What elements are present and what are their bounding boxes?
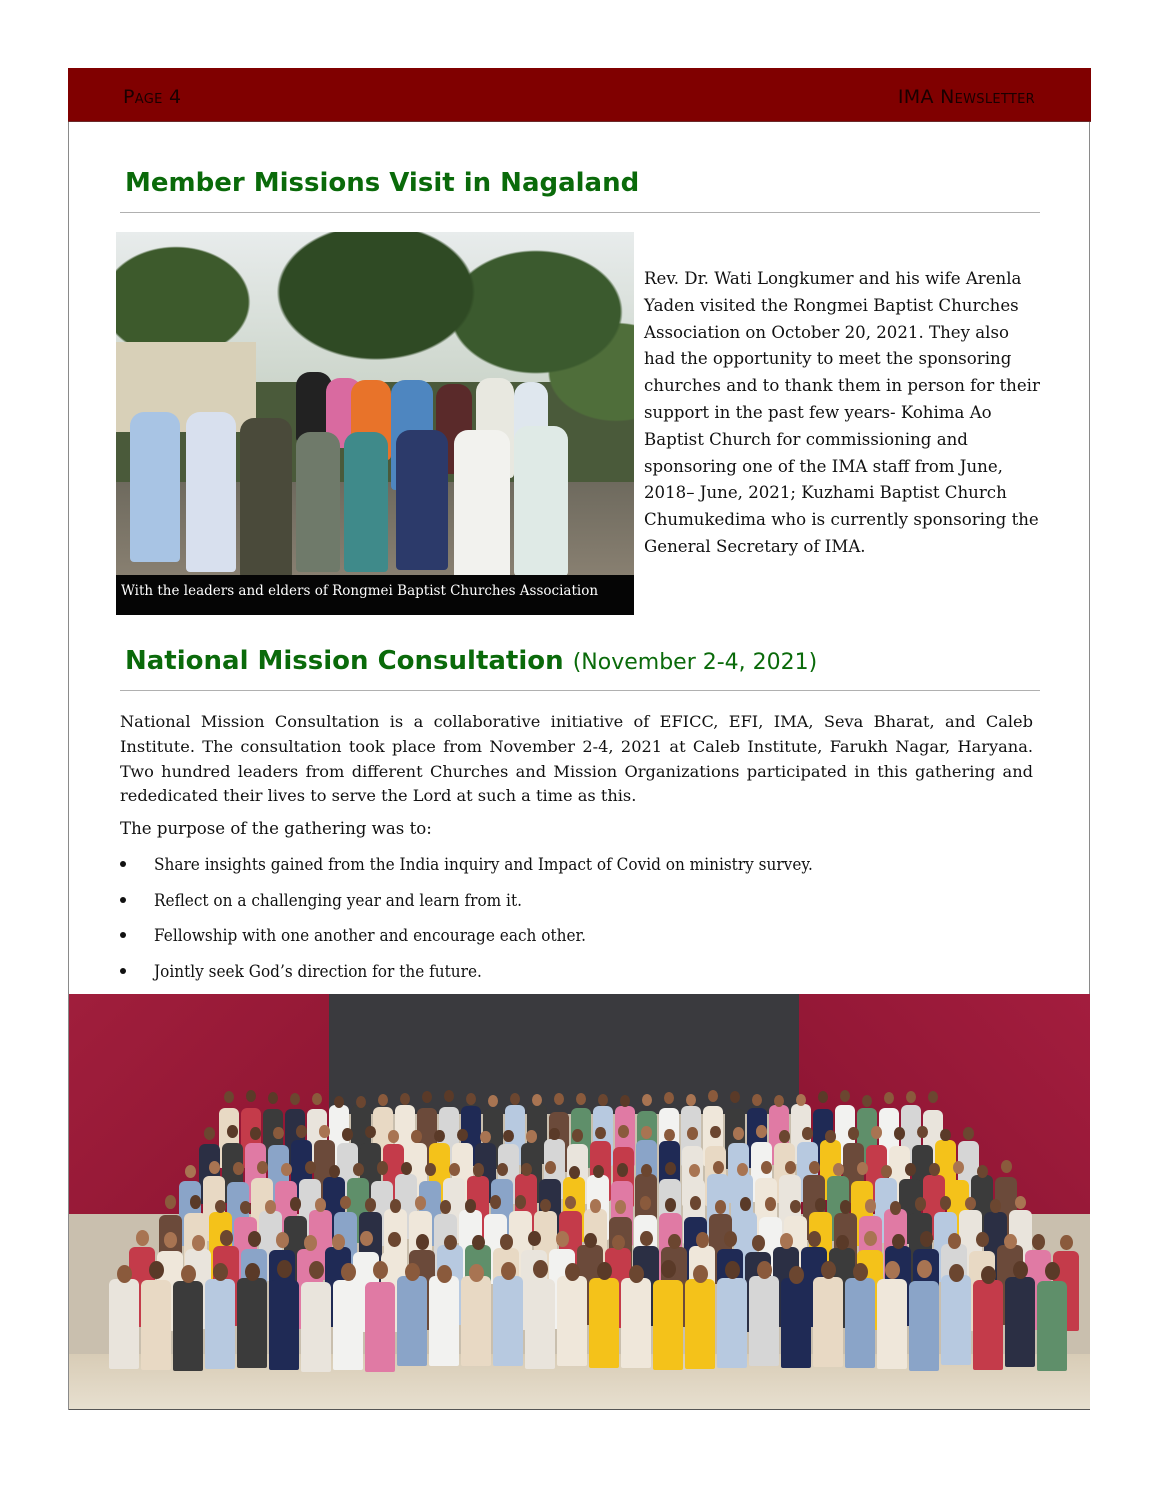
crowd-head bbox=[737, 1163, 748, 1176]
crowd-head bbox=[802, 1127, 813, 1140]
crowd-head bbox=[892, 1234, 905, 1250]
crowd-head bbox=[296, 1125, 307, 1138]
crowd-head bbox=[818, 1091, 828, 1103]
crowd-head bbox=[554, 1093, 564, 1105]
person-figure bbox=[514, 426, 568, 576]
crowd-head bbox=[565, 1263, 580, 1281]
crowd-head bbox=[250, 1127, 261, 1140]
crowd-person bbox=[749, 1276, 779, 1366]
crowd-head bbox=[785, 1161, 796, 1174]
crowd-head bbox=[629, 1265, 644, 1283]
crowd-head bbox=[689, 1164, 700, 1177]
crowd-head bbox=[466, 1093, 476, 1105]
crowd-head bbox=[341, 1263, 356, 1281]
crowd-person bbox=[333, 1280, 363, 1370]
crowd-person bbox=[557, 1276, 587, 1366]
consultation-paragraph: National Mission Consultation is a collaborative initiative of EFICC, EFI, IMA, Seva Bharat, and Caleb Institute. The consultation took place from November 2-4, 2021 at Caleb Institute, Farukh Nagar, Haryana. Two hundred leaders from different Churches and Mission Organizations participated in this gathering and rededicated their lives to serve the Lord at such a time as this. bbox=[120, 712, 1033, 806]
crowd-head bbox=[881, 1165, 892, 1178]
crowd-person bbox=[461, 1276, 491, 1366]
crowd-head bbox=[808, 1231, 821, 1247]
crowd-head bbox=[612, 1235, 625, 1251]
crowd-head bbox=[556, 1231, 569, 1247]
crowd-head bbox=[268, 1092, 278, 1104]
crowd-head bbox=[668, 1234, 681, 1250]
purpose-list-item: Jointly seek God’s direction for the future. bbox=[120, 961, 886, 997]
bullet-icon bbox=[120, 932, 126, 938]
crowd-head bbox=[342, 1128, 353, 1141]
crowd-head bbox=[281, 1163, 292, 1176]
crowd-person bbox=[941, 1275, 971, 1365]
crowd-person bbox=[269, 1280, 299, 1370]
crowd-head bbox=[437, 1265, 452, 1283]
crowd-person bbox=[205, 1279, 235, 1369]
crowd-head bbox=[713, 1161, 724, 1174]
crowd-head bbox=[864, 1231, 877, 1247]
crowd-person bbox=[973, 1280, 1003, 1370]
crowd-head bbox=[884, 1092, 894, 1104]
crowd-head bbox=[411, 1130, 422, 1143]
crowd-head bbox=[444, 1090, 454, 1102]
crowd-person bbox=[589, 1278, 619, 1368]
crowd-head bbox=[1013, 1261, 1028, 1279]
crowd-head bbox=[809, 1161, 820, 1174]
crowd-head bbox=[1032, 1234, 1045, 1250]
crowd-head bbox=[949, 1264, 964, 1282]
crowd-head bbox=[209, 1161, 220, 1174]
crowd-head bbox=[779, 1130, 790, 1143]
crowd-head bbox=[917, 1260, 932, 1278]
crowd-head bbox=[185, 1165, 196, 1178]
crowd-head bbox=[1015, 1196, 1027, 1210]
crowd-head bbox=[976, 1232, 989, 1248]
purpose-list-item: Fellowship with one another and encourage each other. bbox=[120, 925, 886, 961]
crowd-head bbox=[752, 1094, 762, 1106]
crowd-head bbox=[227, 1125, 238, 1138]
crowd-head bbox=[920, 1231, 933, 1247]
crowd-head bbox=[220, 1230, 233, 1246]
crowd-person bbox=[1037, 1281, 1067, 1371]
crowd-head bbox=[661, 1260, 676, 1278]
crowd-head bbox=[373, 1261, 388, 1279]
crowd-person bbox=[397, 1276, 427, 1366]
crowd-head bbox=[526, 1130, 537, 1143]
crowd-head bbox=[595, 1127, 606, 1140]
crowd-head bbox=[149, 1261, 164, 1279]
crowd-head bbox=[928, 1091, 938, 1103]
crowd-head bbox=[840, 1200, 852, 1214]
section-title-member-missions: Member Missions Visit in Nagaland bbox=[125, 168, 640, 198]
crowd-head bbox=[233, 1162, 244, 1175]
crowd-head bbox=[572, 1129, 583, 1142]
crowd-head bbox=[312, 1093, 322, 1105]
crowd-person bbox=[237, 1278, 267, 1368]
crowd-head bbox=[528, 1231, 541, 1247]
crowd-head bbox=[388, 1232, 401, 1248]
crowd-head bbox=[977, 1165, 988, 1178]
crowd-head bbox=[449, 1163, 460, 1176]
crowd-person bbox=[525, 1279, 555, 1369]
crowd-person bbox=[717, 1278, 747, 1368]
crowd-head bbox=[1004, 1234, 1017, 1250]
crowd-person bbox=[429, 1276, 459, 1366]
crowd-person bbox=[781, 1278, 811, 1368]
person-figure bbox=[240, 418, 292, 578]
crowd-head bbox=[422, 1091, 432, 1103]
crowd-head bbox=[405, 1263, 420, 1281]
crowd-head bbox=[500, 1234, 513, 1250]
crowd-head bbox=[390, 1199, 402, 1213]
crowd-head bbox=[894, 1127, 905, 1140]
crowd-head bbox=[117, 1265, 132, 1283]
crowd-head bbox=[693, 1265, 708, 1283]
crowd-head bbox=[576, 1093, 586, 1105]
crowd-person bbox=[141, 1280, 171, 1370]
crowd-head bbox=[240, 1201, 252, 1215]
newsletter-name: IMA Newsletter bbox=[897, 86, 1035, 108]
crowd-head bbox=[642, 1094, 652, 1106]
photo-crowd bbox=[69, 994, 1090, 1409]
crowd-head bbox=[257, 1161, 268, 1174]
crowd-head bbox=[757, 1261, 772, 1279]
crowd-head bbox=[1001, 1160, 1012, 1173]
crowd-head bbox=[906, 1091, 916, 1103]
crowd-head bbox=[569, 1166, 580, 1179]
crowd-head bbox=[425, 1163, 436, 1176]
crowd-head bbox=[756, 1125, 767, 1138]
crowd-head bbox=[981, 1266, 996, 1284]
crowd-head bbox=[164, 1232, 177, 1248]
purpose-list-item: Share insights gained from the India inquiry and Impact of Covid on ministry survey. bbox=[120, 854, 886, 890]
section-title-main: National Mission Consultation bbox=[125, 646, 564, 676]
crowd-head bbox=[388, 1130, 399, 1143]
crowd-head bbox=[224, 1091, 234, 1103]
crowd-head bbox=[597, 1262, 612, 1280]
crowd-head bbox=[865, 1199, 877, 1213]
crowd-head bbox=[434, 1130, 445, 1143]
person-figure bbox=[186, 412, 236, 572]
photo-caption-bar bbox=[116, 575, 634, 615]
crowd-head bbox=[469, 1264, 484, 1282]
crowd-head bbox=[821, 1261, 836, 1279]
crowd-head bbox=[825, 1130, 836, 1143]
crowd-head bbox=[444, 1235, 457, 1251]
crowd-person bbox=[301, 1282, 331, 1372]
crowd-head bbox=[840, 1090, 850, 1102]
crowd-person bbox=[877, 1279, 907, 1369]
crowd-person bbox=[621, 1278, 651, 1368]
crowd-head bbox=[593, 1165, 604, 1178]
crowd-head bbox=[664, 1129, 675, 1142]
crowd-head bbox=[532, 1094, 542, 1106]
crowd-head bbox=[752, 1235, 765, 1251]
crowd-head bbox=[165, 1195, 177, 1209]
crowd-head bbox=[305, 1161, 316, 1174]
crowd-head bbox=[730, 1091, 740, 1103]
section-title-national-consultation bbox=[125, 646, 817, 676]
purpose-list-item: Reflect on a challenging year and learn from it. bbox=[120, 890, 886, 926]
crowd-head bbox=[940, 1129, 951, 1142]
crowd-head bbox=[990, 1199, 1002, 1213]
consultation-group-photo bbox=[69, 994, 1090, 1410]
crowd-head bbox=[248, 1231, 261, 1247]
crowd-head bbox=[640, 1231, 653, 1247]
crowd-head bbox=[862, 1095, 872, 1107]
crowd-person bbox=[685, 1279, 715, 1369]
crowd-head bbox=[686, 1094, 696, 1106]
crowd-head bbox=[740, 1197, 752, 1211]
crowd-head bbox=[192, 1235, 205, 1251]
section-title-date: (November 2-4, 2021) bbox=[572, 650, 818, 675]
crowd-head bbox=[190, 1195, 202, 1209]
crowd-head bbox=[457, 1129, 468, 1142]
crowd-head bbox=[501, 1262, 516, 1280]
crowd-head bbox=[329, 1165, 340, 1178]
member-missions-text: Rev. Dr. Wati Longkumer and his wife Arenla Yaden visited the Rongmei Baptist Churches Association on October 20, 2021. They also had the opportunity to meet the sponsoring churches and to thank them in person for their support in the past few years- Kohima Ao Baptist Church for commissioning and sponsoring one of the IMA staff from June, 2018– June, 2021; Kuzhami Baptist Church Chumukedima who is currently sponsoring the General Secretary of IMA. bbox=[644, 269, 1040, 556]
crowd-head bbox=[724, 1231, 737, 1247]
crowd-head bbox=[378, 1094, 388, 1106]
crowd-head bbox=[416, 1234, 429, 1250]
crowd-head bbox=[853, 1263, 868, 1281]
crowd-person bbox=[1005, 1277, 1035, 1367]
section-divider bbox=[120, 212, 1040, 213]
nagaland-group-photo bbox=[116, 232, 634, 615]
crowd-head bbox=[948, 1233, 961, 1249]
crowd-head bbox=[905, 1163, 916, 1176]
crowd-head bbox=[871, 1126, 882, 1139]
crowd-head bbox=[204, 1127, 215, 1140]
crowd-person bbox=[909, 1281, 939, 1371]
crowd-head bbox=[245, 1263, 260, 1281]
purpose-intro: The purpose of the gathering was to: bbox=[120, 819, 432, 838]
crowd-head bbox=[836, 1235, 849, 1251]
crowd-head bbox=[480, 1131, 491, 1144]
crowd-person bbox=[493, 1276, 523, 1366]
crowd-head bbox=[765, 1197, 777, 1211]
crowd-head bbox=[213, 1263, 228, 1281]
person-figure bbox=[344, 432, 388, 572]
crowd-head bbox=[309, 1261, 324, 1279]
crowd-head bbox=[641, 1164, 652, 1177]
header-bar bbox=[68, 68, 1091, 122]
section-divider bbox=[120, 690, 1040, 691]
crowd-head bbox=[665, 1162, 676, 1175]
bullet-icon bbox=[120, 968, 126, 974]
crowd-head bbox=[488, 1095, 498, 1107]
crowd-person bbox=[845, 1278, 875, 1368]
crowd-head bbox=[780, 1233, 793, 1249]
crowd-head bbox=[618, 1125, 629, 1138]
bullet-icon bbox=[120, 897, 126, 903]
crowd-person bbox=[365, 1282, 395, 1372]
crowd-head bbox=[917, 1126, 928, 1139]
crowd-head bbox=[549, 1128, 560, 1141]
person-figure bbox=[130, 412, 180, 562]
crowd-head bbox=[833, 1163, 844, 1176]
crowd-head bbox=[377, 1161, 388, 1174]
crowd-head bbox=[365, 1198, 377, 1212]
crowd-head bbox=[664, 1092, 674, 1104]
crowd-head bbox=[761, 1161, 772, 1174]
crowd-head bbox=[440, 1200, 452, 1214]
crowd-head bbox=[545, 1161, 556, 1174]
page-number: Page 4 bbox=[123, 86, 182, 108]
crowd-head bbox=[1060, 1235, 1073, 1251]
crowd-head bbox=[789, 1266, 804, 1284]
crowd-head bbox=[334, 1096, 344, 1108]
crowd-head bbox=[848, 1127, 859, 1140]
crowd-person bbox=[173, 1281, 203, 1371]
crowd-head bbox=[687, 1127, 698, 1140]
bullet-icon bbox=[120, 861, 126, 867]
crowd-head bbox=[472, 1235, 485, 1251]
crowd-head bbox=[710, 1126, 721, 1139]
person-figure bbox=[296, 432, 340, 572]
person-figure bbox=[396, 430, 448, 570]
crowd-head bbox=[929, 1163, 940, 1176]
crowd-head bbox=[276, 1232, 289, 1248]
crowd-head bbox=[181, 1265, 196, 1283]
crowd-head bbox=[641, 1126, 652, 1139]
crowd-head bbox=[473, 1163, 484, 1176]
crowd-head bbox=[890, 1201, 902, 1215]
crowd-head bbox=[332, 1234, 345, 1250]
crowd-head bbox=[401, 1162, 412, 1175]
crowd-head bbox=[273, 1127, 284, 1140]
purpose-list bbox=[120, 854, 886, 996]
crowd-head bbox=[360, 1231, 373, 1247]
crowd-person bbox=[653, 1280, 683, 1370]
crowd-head bbox=[246, 1090, 256, 1102]
crowd-person bbox=[109, 1279, 139, 1369]
crowd-head bbox=[708, 1090, 718, 1102]
crowd-head bbox=[521, 1163, 532, 1176]
crowd-head bbox=[598, 1094, 608, 1106]
crowd-person bbox=[813, 1277, 843, 1367]
crowd-head bbox=[715, 1200, 727, 1214]
crowd-head bbox=[640, 1196, 652, 1210]
crowd-head bbox=[733, 1127, 744, 1140]
crowd-head bbox=[503, 1130, 514, 1143]
crowd-head bbox=[277, 1260, 292, 1278]
photo-caption: With the leaders and elders of Rongmei Baptist Churches Association bbox=[121, 583, 599, 599]
crowd-head bbox=[953, 1161, 964, 1174]
photo-people bbox=[136, 352, 576, 572]
crowd-head bbox=[617, 1163, 628, 1176]
crowd-head bbox=[885, 1261, 900, 1279]
crowd-head bbox=[584, 1233, 597, 1249]
crowd-head bbox=[510, 1093, 520, 1105]
crowd-head bbox=[533, 1260, 548, 1278]
crowd-head bbox=[515, 1195, 527, 1209]
crowd-head bbox=[1045, 1262, 1060, 1280]
person-figure bbox=[454, 430, 510, 580]
crowd-head bbox=[725, 1261, 740, 1279]
crowd-head bbox=[319, 1125, 330, 1138]
crowd-head bbox=[963, 1127, 974, 1140]
crowd-head bbox=[356, 1096, 366, 1108]
crowd-head bbox=[304, 1235, 317, 1251]
crowd-head bbox=[353, 1163, 364, 1176]
crowd-head bbox=[497, 1163, 508, 1176]
crowd-head bbox=[696, 1232, 709, 1248]
crowd-head bbox=[290, 1093, 300, 1105]
crowd-head bbox=[857, 1162, 868, 1175]
crowd-head bbox=[400, 1093, 410, 1105]
crowd-head bbox=[136, 1230, 149, 1246]
crowd-head bbox=[365, 1126, 376, 1139]
crowd-head bbox=[490, 1195, 502, 1209]
